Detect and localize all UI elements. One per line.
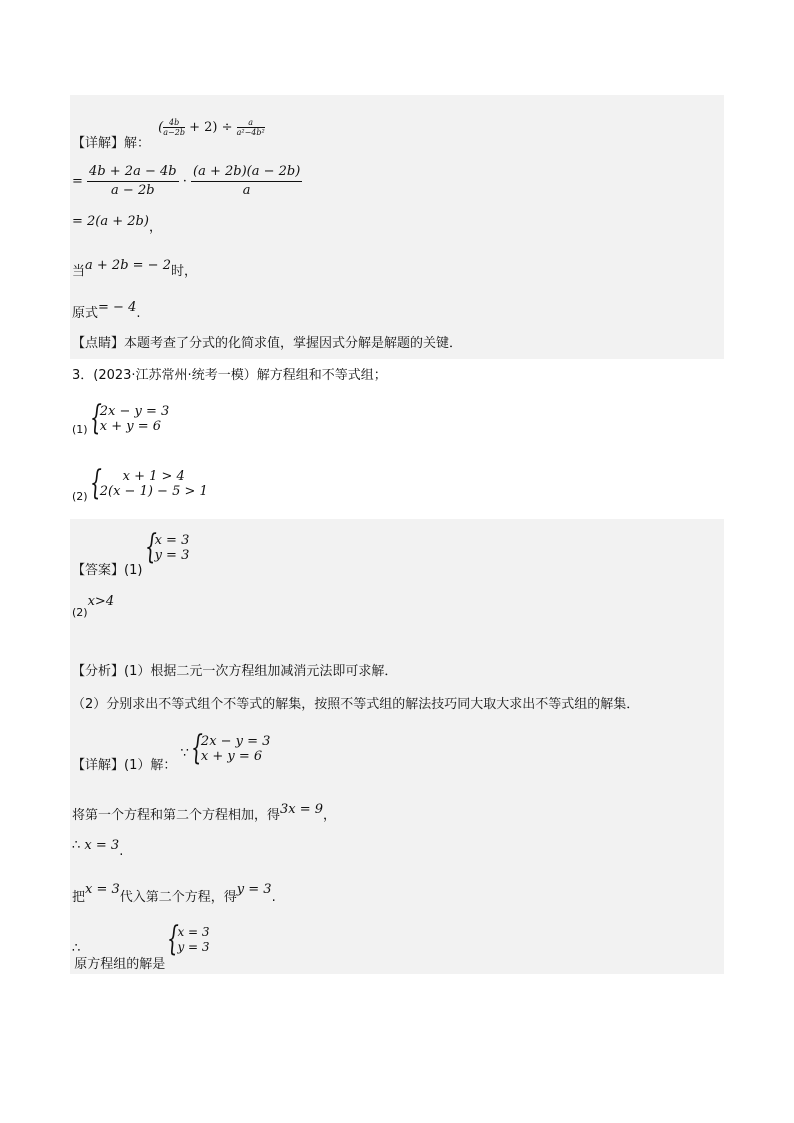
therefore-x-line: ∴ x = 3. [72, 838, 124, 859]
part-1: $_{(1)}$ { 2x − y = 3 x + y = 6 [72, 398, 170, 438]
answer2-line: $_{(2)}$x>4 [72, 594, 115, 619]
detail2-label: 【详解】 [72, 757, 125, 773]
detail2-line: 【详解】(1）解： ∵ { 2x − y = 3 x + y = 6 [72, 728, 271, 773]
point-label: 【点睛】 [72, 336, 125, 351]
sub-expr-y: y = 3 [236, 882, 272, 897]
result-expr: = − 4 [98, 300, 137, 315]
step2-expr: = 2(a + 2b) [72, 214, 149, 229]
therefore-x-expr: x = 3 [84, 838, 120, 853]
step2-line: = 2(a + 2b)， [72, 214, 162, 235]
final-line: ∴原方程组的解是 { x = 3 y = 3 [72, 919, 210, 972]
detail-label: 【详解】 [72, 136, 125, 151]
solve-prefix: 解： [124, 136, 151, 151]
analysis-line: 【分析】(1）根据二元一次方程组加减消元法即可求解． [72, 664, 398, 679]
condition-line: 当a + 2b = − 2时， [72, 258, 197, 279]
add-step-line: 将第一个方程和第二个方程相加，得3x = 9， [72, 802, 337, 823]
system-2: { x + 1 > 4 2(x − 1) − 5 > 1 [89, 463, 208, 503]
add-step-expr: 3x = 9 [280, 802, 324, 817]
final-system: { x = 3 y = 3 [167, 919, 210, 959]
detail-line [72, 118, 265, 151]
analysis-label: 【分析】 [72, 664, 125, 679]
answer-line: 【答案】(1) { x = 3 y = 3 [72, 527, 190, 578]
point-text: 本题考查了分式的化简求值，掌握因式分解是解题的关键． [124, 336, 463, 351]
answer2-expr: x>4 [87, 594, 115, 609]
sub-expr-x: x = 3 [85, 882, 120, 897]
result-line: 原式= − 4. [72, 300, 141, 321]
substitute-line: 把x = 3代入第二个方程，得y = 3. [72, 882, 276, 905]
expr1: ( $\frac{4b}{a-2b}$ + 2) ÷ $\frac{a}{\text{a²−4b²}}$ [158, 118, 265, 137]
part-2: $_{(2)}$ { x + 1 > 4 2(x − 1) − 5 > 1 [72, 463, 208, 503]
analysis2-line: （2）分别求出不等式组个不等式的解集，按照不等式组的解法技巧同大取大求出不等式组的解集． [72, 697, 640, 712]
condition-expr: a + 2b = − 2 [85, 258, 171, 273]
answer-label: 【答案】 [72, 562, 125, 578]
detail2-system: { 2x − y = 3 x + y = 6 [190, 728, 271, 768]
question-3: 3．(2023·江苏常州·统考一模）解方程组和不等式组； [72, 368, 387, 383]
point-line [72, 336, 462, 352]
answer-system: { x = 3 y = 3 [144, 527, 190, 567]
step1-expr: = $\frac{4b + 2a - 4b}{a - 2b}$ · $\frac{(a + 2b)(a - 2b)}{a}$ [72, 164, 301, 198]
system-1: { 2x − y = 3 x + y = 6 [89, 398, 170, 438]
